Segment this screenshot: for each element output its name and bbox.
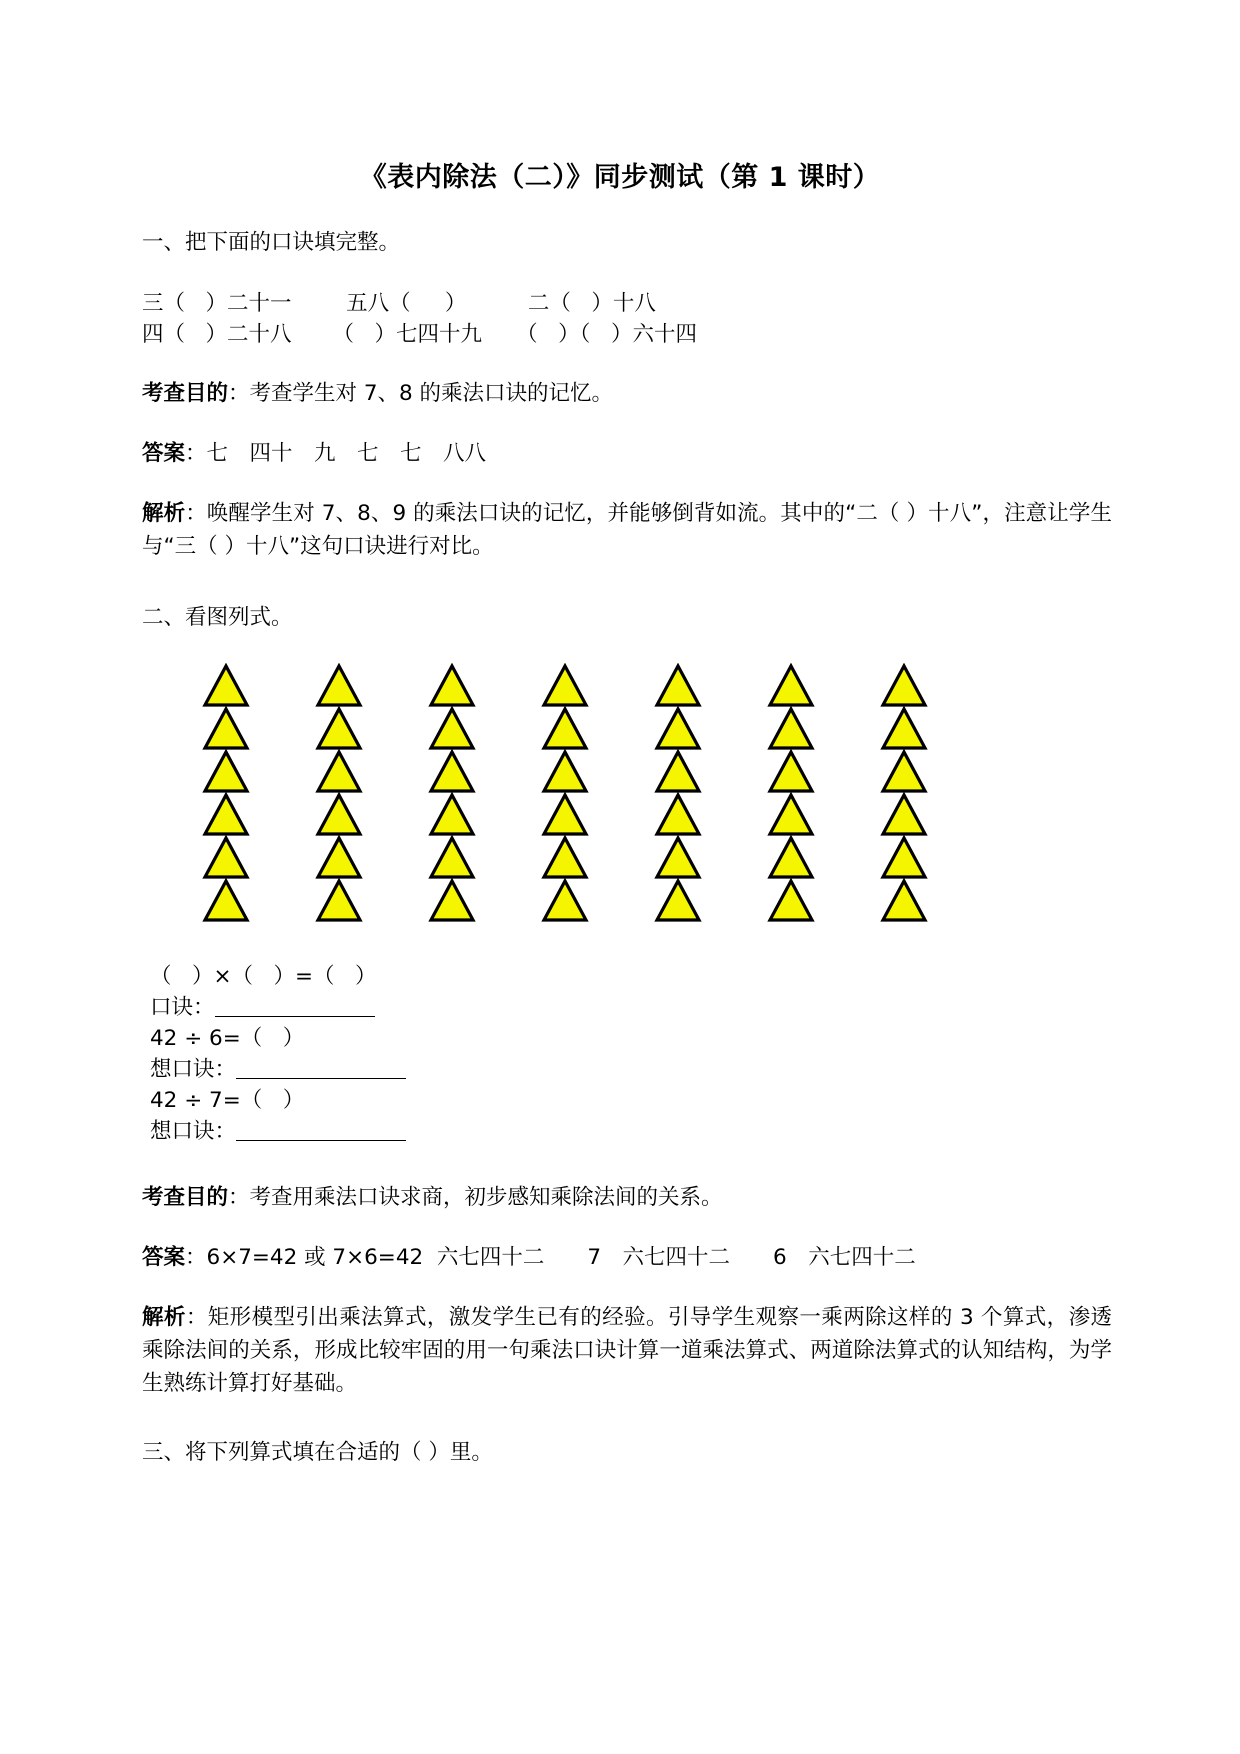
answer-label: 答案 bbox=[142, 441, 186, 466]
section-2-purpose bbox=[142, 1181, 1112, 1214]
section-2-answer bbox=[142, 1241, 1112, 1274]
formula-line-4 bbox=[150, 1085, 1112, 1116]
section-2-analysis bbox=[142, 1301, 1112, 1400]
triangle-diagram bbox=[202, 663, 1022, 931]
purpose-text: ：考查学生对 7、8 的乘法口诀的记忆。 bbox=[228, 381, 614, 406]
analysis-label-2: 解析 bbox=[142, 1305, 186, 1330]
section-1-answer bbox=[142, 437, 1112, 470]
purpose-text-2: ：考查用乘法口诀求商，初步感知乘除法间的关系。 bbox=[228, 1185, 723, 1210]
formula-line-1 bbox=[150, 992, 1112, 1023]
section-1-purpose bbox=[142, 377, 1112, 410]
purpose-label: 考查目的 bbox=[142, 381, 229, 406]
formula-text-5: 想口诀： bbox=[150, 1119, 237, 1144]
analysis-text: ：唤醒学生对 7、8、9 的乘法口诀的记忆，并能够倒背如流。其中的“二（ ）十八”，注意让学生与“三（ ）十八”这句口诀进行对比。 bbox=[142, 501, 1112, 559]
section-1-problem-line-1: 三（ ）二十一 五八（ ） 二（ ）十八 bbox=[142, 291, 656, 316]
answer-blank-3[interactable] bbox=[236, 1120, 406, 1141]
section-2-formulas bbox=[150, 961, 1112, 1147]
answer-label-2: 答案 bbox=[142, 1245, 186, 1270]
formula-text-1: 口诀： bbox=[150, 995, 215, 1020]
answer-blank-2[interactable] bbox=[236, 1058, 406, 1079]
formula-line-0 bbox=[150, 961, 1112, 992]
section-1-problems bbox=[142, 288, 1112, 350]
analysis-text-2: ：矩形模型引出乘法算式，激发学生已有的经验。引导学生观察一乘两除这样的 3 个算式，渗透乘除法间的关系，形成比较牢固的用一句乘法口诀计算一道乘法算式、两道除法算式的认知结构，为学生熟练计算打好基础。 bbox=[142, 1305, 1112, 1396]
section-3-heading: 三、将下列算式填在合适的（ ）里。 bbox=[142, 1440, 493, 1465]
purpose-label-2: 考查目的 bbox=[142, 1185, 229, 1210]
page-title: 《表内除法（二）》同步测试（第 1 课时） bbox=[359, 162, 881, 193]
section-2-heading: 二、看图列式。 bbox=[142, 605, 293, 630]
formula-text-4: 42 ÷ 7=（ ） bbox=[150, 1088, 305, 1113]
answer-blank-1[interactable] bbox=[215, 996, 375, 1017]
formula-line-2 bbox=[150, 1023, 1112, 1054]
formula-text-2: 42 ÷ 6=（ ） bbox=[150, 1026, 305, 1051]
formula-line-3 bbox=[150, 1054, 1112, 1085]
section-1-analysis bbox=[142, 497, 1112, 563]
section-1-heading: 一、把下面的口诀填完整。 bbox=[142, 230, 401, 255]
section-1-problem-line-2: 四（ ）二十八 （ ）七四十九 （ ）（ ）六十四 bbox=[142, 322, 697, 347]
answer-text-2: ：6×7=42 或 7×6=42 六七四十二 7 六七四十二 6 六七四十二 bbox=[185, 1245, 916, 1270]
formula-line-5 bbox=[150, 1116, 1112, 1147]
analysis-label: 解析 bbox=[142, 501, 186, 526]
formula-text-3: 想口诀： bbox=[150, 1057, 237, 1082]
document-body bbox=[142, 226, 1112, 1498]
formula-text-0: （ ）×（ ）=（ ） bbox=[150, 964, 377, 989]
answer-text: ：七 四十 九 七 七 八八 bbox=[185, 441, 487, 466]
